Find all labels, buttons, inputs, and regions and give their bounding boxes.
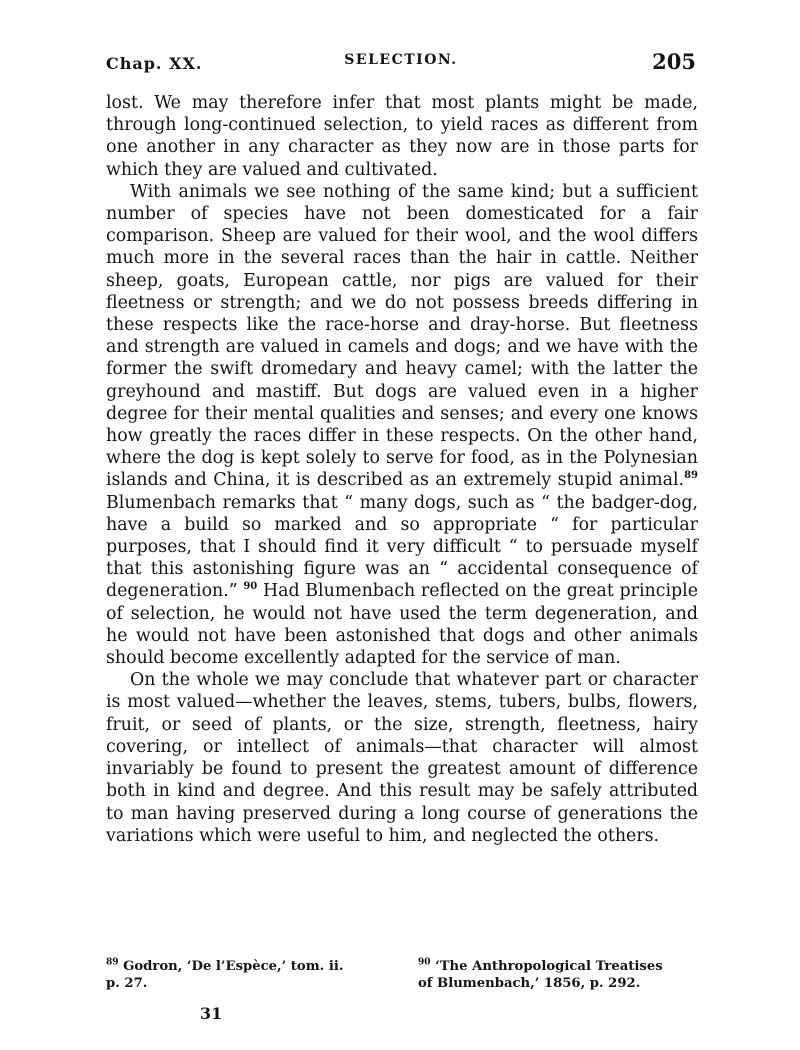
footnote-text: Godron, ‘De l’Espèce,’ tom. ii. bbox=[118, 959, 344, 974]
footnote-90 bbox=[418, 958, 700, 992]
body-text bbox=[106, 92, 698, 847]
footnote-text-continued: p. 27. bbox=[106, 976, 148, 991]
footnote-number: 89 bbox=[106, 957, 119, 968]
footnote-text-continued: of Blumenbach,’ 1856, p. 292. bbox=[418, 976, 641, 991]
page-number: 205 bbox=[652, 49, 696, 74]
footnotes bbox=[106, 958, 698, 998]
paragraph-text: With animals we see nothing of the same kind; but a sufficient number of species have not been domesticated for a fair comparison. Sheep are valued for their wool, and the wool differs much more in the several races than the hair in cattle. Neither sheep, goats, European cattle, nor pigs are valued for their fleetness or strength; and we do not possess breeds differing in these respects like the race-horse and dray-horse. But fleetness and strength are valued in camels and dogs; and we have with the former the swift dromedary and heavy camel; with the latter the greyhound and mastiff. But dogs are valued even in a higher degree for their mental qualities and senses; and every one knows how greatly the races differ in these respects. On the other hand, where the dog is kept solely to serve for food, as in the Polynesian islands and China, it is described as an extremely stupid animal. bbox=[106, 181, 698, 491]
paragraph-text: On the whole we may conclude that whatever part or character is most valued—whether the leaves, stems, tubers, bulbs, flowers, fruit, or seed of plants, or the size, strength, fleetness, hairy covering, or intellect of animals—that character will almost invariably be found to present the greatest amount of difference both in kind and degree. And this result may be safely attributed to man having preserved during a long course of generations the variations which were useful to him, and neglected the others. bbox=[106, 670, 698, 846]
paragraph bbox=[106, 92, 698, 181]
running-title: SELECTION. bbox=[344, 52, 458, 68]
footnote-number: 90 bbox=[418, 957, 431, 968]
footnote-89 bbox=[106, 958, 406, 992]
chapter-label: Chap. XX. bbox=[106, 54, 203, 73]
running-header bbox=[106, 50, 696, 80]
paragraph bbox=[106, 669, 698, 847]
footnote-text: ‘The Anthropological Treatises bbox=[430, 959, 663, 974]
signature-mark: 31 bbox=[200, 1004, 223, 1023]
paragraph-text: Blumenbach remarks that “ many dogs, such as “ the badger-dog, have a build so marked and so appropriate “ for particular purposes, that I should find it very difficult “ to persuade myself that this astonishing figure was an “ accidental consequence of degeneration.” bbox=[106, 492, 698, 602]
footnote-reference: 89 bbox=[684, 470, 698, 482]
paragraph bbox=[106, 181, 698, 669]
footnote-reference: 90 bbox=[243, 581, 258, 593]
paragraph-text: Had Blumenbach reflected on the great principle of selection, he would not have used the term degeneration, and he would not have been astonished that dogs and other animals should become excellently adapted for the service of man. bbox=[106, 581, 698, 669]
paragraph-text: lost. We may therefore infer that most plants might be made, through long-continued selection, to yield races as different from one another in any character as they now are in those parts for which they are valued and cultivated. bbox=[106, 93, 698, 180]
